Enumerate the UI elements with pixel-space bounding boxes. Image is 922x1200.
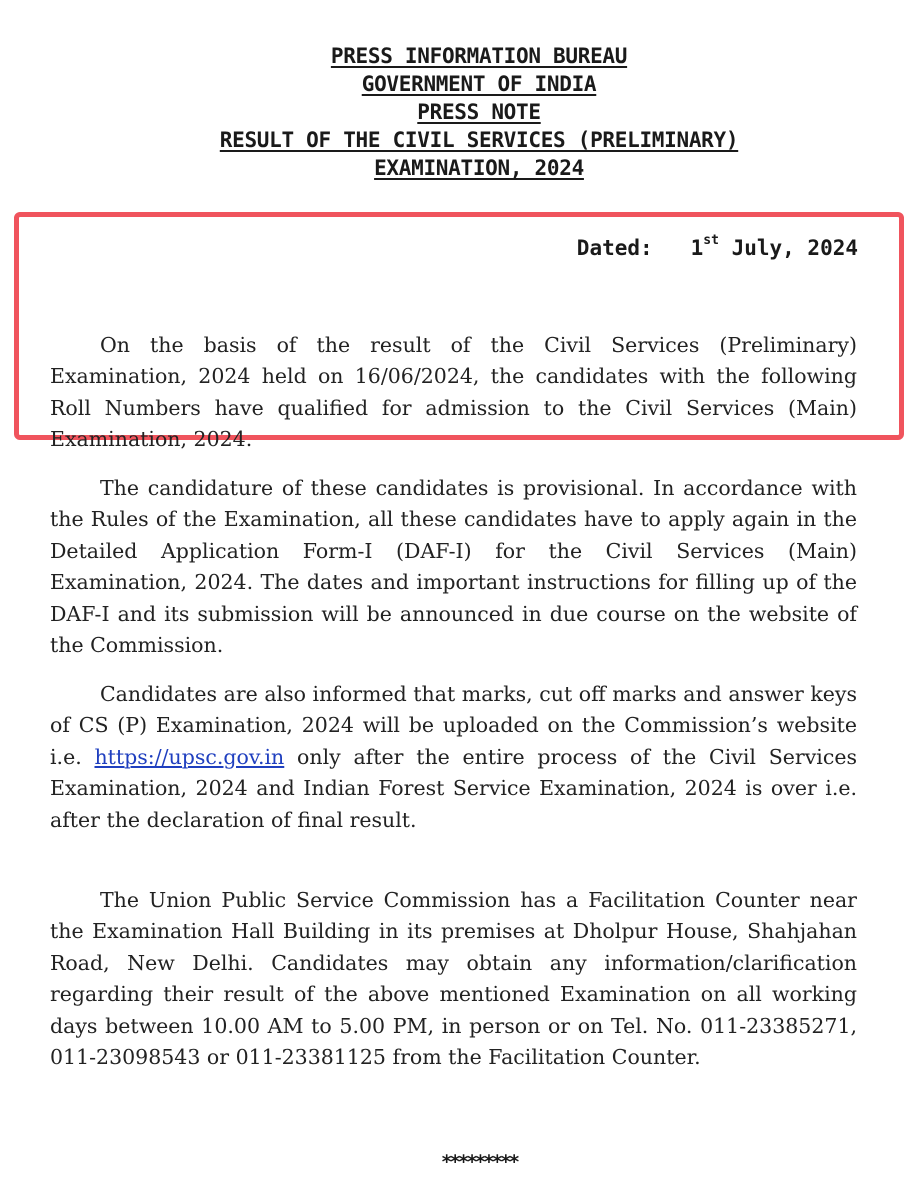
- paragraph-qualification: On the basis of the result of the Civil Services (Preliminary) Examination, 2024 held on 16/06/2024, the candidates with the following Roll Numbers have qualified for admission to the Civil Services (Main) Examination, 2024.: [50, 332, 857, 451]
- paragraph-marks-upload: [50, 679, 857, 837]
- end-asterisks: *********: [441, 1151, 517, 1173]
- paragraph-marks-text-after: only after the entire process of the Civil Services Examination, 2024 and Indian Forest Service Examination, 2024 is over i.e. after the declaration of final result.: [50, 744, 857, 832]
- paragraph-facilitation-counter: The Union Public Service Commission has a Facilitation Counter near the Examination Hall Building in its premises at Dholpur House, Shahjahan Road, New Delhi. Candidates may obtain any information/clarification regarding their result of the above mentioned Examination on all working days between 10.00 AM to 5.00 PM, in person or on Tel. No. 011-23385271, 011-23098543 or 011-23381125 from the Facilitation Counter.: [50, 887, 857, 1069]
- upsc-website-link[interactable]: https://upsc.gov.in: [94, 744, 285, 769]
- document-heading: [0, 42, 922, 182]
- heading-line-press-note: PRESS NOTE: [417, 100, 541, 124]
- heading-line-bureau: PRESS INFORMATION BUREAU: [330, 44, 628, 68]
- dated-line: [577, 228, 858, 264]
- dated-day: 1: [690, 236, 704, 260]
- heading-line-government: GOVERNMENT OF INDIA: [361, 72, 597, 96]
- dated-label: Dated:: [576, 236, 653, 260]
- dated-day-suffix: st: [703, 233, 719, 248]
- dated-month-year: July, 2024: [731, 236, 858, 260]
- paragraph-marks-text-before: Candidates are also informed that marks, cut off marks and answer keys of CS (P) Examination, 2024 will be uploaded on the Commission’s website i.e.: [50, 681, 857, 769]
- heading-line-exam-year: EXAMINATION, 2024: [374, 156, 584, 180]
- heading-line-result-title: RESULT OF THE CIVIL SERVICES (PRELIMINARY): [219, 128, 739, 152]
- paragraph-candidature: The candidature of these candidates is provisional. In accordance with the Rules of the Examination, all these candidates have to apply again in the Detailed Application Form-I (DAF-I) for the Civil Services (Main) Examination, 2024. The dates and important instructions for filling up of the DAF-I and its submission will be announced in due course on the website of the Commission.: [50, 475, 857, 657]
